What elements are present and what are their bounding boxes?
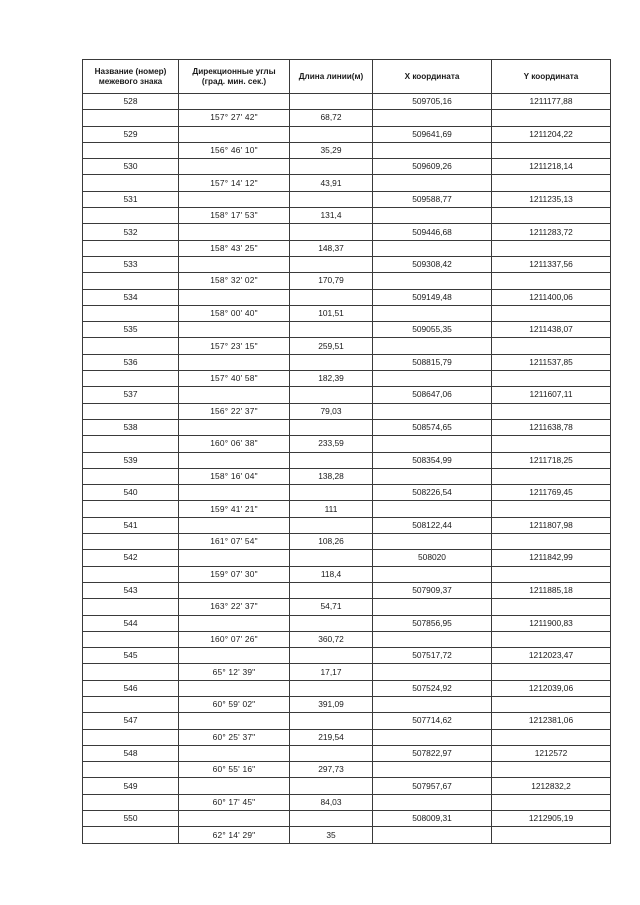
table-row <box>83 94 611 110</box>
y-coordinate-cell: 1211218,14 <box>492 159 611 175</box>
bearing-angle-cell: 60° 17' 45" <box>179 794 290 810</box>
table-row <box>83 501 611 517</box>
sign-number-cell: 540 <box>83 485 179 501</box>
y-coordinate-cell: 1212832,2 <box>492 778 611 794</box>
empty-cell <box>492 110 611 126</box>
y-coordinate-cell: 1211283,72 <box>492 224 611 240</box>
table-body <box>83 94 611 844</box>
empty-cell <box>179 354 290 370</box>
empty-cell <box>290 191 373 207</box>
empty-cell <box>492 468 611 484</box>
empty-cell <box>373 208 492 224</box>
empty-cell <box>373 371 492 387</box>
bearing-angle-cell: 60° 55' 16" <box>179 762 290 778</box>
sign-number-cell: 549 <box>83 778 179 794</box>
sign-number-cell: 531 <box>83 191 179 207</box>
table-row <box>83 289 611 305</box>
table-row <box>83 240 611 256</box>
empty-cell <box>373 305 492 321</box>
empty-cell <box>492 599 611 615</box>
sign-number-cell: 537 <box>83 387 179 403</box>
empty-cell <box>179 289 290 305</box>
y-coordinate-cell: 1211900,83 <box>492 615 611 631</box>
empty-cell <box>373 631 492 647</box>
empty-cell <box>83 142 179 158</box>
empty-cell <box>492 566 611 582</box>
line-length-cell: 108,26 <box>290 534 373 550</box>
empty-cell <box>83 794 179 810</box>
y-coordinate-cell: 1211807,98 <box>492 517 611 533</box>
empty-cell <box>373 729 492 745</box>
y-coordinate-cell: 1211337,56 <box>492 256 611 272</box>
bearing-angle-cell: 157° 40' 58" <box>179 371 290 387</box>
line-length-cell: 54,71 <box>290 599 373 615</box>
empty-cell <box>179 550 290 566</box>
empty-cell <box>492 436 611 452</box>
empty-cell <box>373 240 492 256</box>
table-row <box>83 436 611 452</box>
table-row <box>83 582 611 598</box>
table-row <box>83 696 611 712</box>
empty-cell <box>290 354 373 370</box>
y-coordinate-cell: 1211204,22 <box>492 126 611 142</box>
sign-number-cell: 532 <box>83 224 179 240</box>
line-length-cell: 360,72 <box>290 631 373 647</box>
empty-cell <box>179 713 290 729</box>
empty-cell <box>492 371 611 387</box>
x-coordinate-cell: 507856,95 <box>373 615 492 631</box>
empty-cell <box>492 762 611 778</box>
empty-cell <box>179 191 290 207</box>
sign-number-cell: 546 <box>83 680 179 696</box>
empty-cell <box>492 142 611 158</box>
empty-cell <box>290 582 373 598</box>
empty-cell <box>83 338 179 354</box>
empty-cell <box>492 534 611 550</box>
empty-cell <box>290 745 373 761</box>
y-coordinate-cell: 1212572 <box>492 745 611 761</box>
empty-cell <box>492 208 611 224</box>
table-row <box>83 599 611 615</box>
empty-cell <box>179 648 290 664</box>
empty-cell <box>290 419 373 435</box>
bearing-angle-cell: 158° 32' 02" <box>179 273 290 289</box>
line-length-cell: 233,59 <box>290 436 373 452</box>
sign-number-cell: 539 <box>83 452 179 468</box>
empty-cell <box>83 696 179 712</box>
empty-cell <box>492 696 611 712</box>
empty-cell <box>83 175 179 191</box>
empty-cell <box>290 224 373 240</box>
empty-cell <box>290 126 373 142</box>
table-row <box>83 175 611 191</box>
empty-cell <box>492 631 611 647</box>
y-coordinate-cell: 1212039,06 <box>492 680 611 696</box>
empty-cell <box>290 778 373 794</box>
empty-cell <box>492 827 611 843</box>
empty-cell <box>492 305 611 321</box>
empty-cell <box>373 664 492 680</box>
table-row <box>83 648 611 664</box>
line-length-cell: 35,29 <box>290 142 373 158</box>
empty-cell <box>83 664 179 680</box>
y-coordinate-cell: 1211177,88 <box>492 94 611 110</box>
line-length-cell: 170,79 <box>290 273 373 289</box>
empty-cell <box>179 159 290 175</box>
empty-cell <box>290 648 373 664</box>
line-length-cell: 35 <box>290 827 373 843</box>
table-row <box>83 322 611 338</box>
sign-number-cell: 548 <box>83 745 179 761</box>
table-row <box>83 305 611 321</box>
table-row <box>83 745 611 761</box>
y-coordinate-cell: 1211769,45 <box>492 485 611 501</box>
empty-cell <box>179 224 290 240</box>
empty-cell <box>373 599 492 615</box>
x-coordinate-cell: 508815,79 <box>373 354 492 370</box>
sign-number-cell: 544 <box>83 615 179 631</box>
sign-number-cell: 538 <box>83 419 179 435</box>
line-length-cell: 79,03 <box>290 403 373 419</box>
empty-cell <box>290 94 373 110</box>
table-row <box>83 354 611 370</box>
empty-cell <box>179 126 290 142</box>
y-coordinate-cell: 1211638,78 <box>492 419 611 435</box>
table-row <box>83 615 611 631</box>
bearing-angle-cell: 158° 00' 40" <box>179 305 290 321</box>
x-coordinate-cell: 509446,68 <box>373 224 492 240</box>
sign-number-cell: 547 <box>83 713 179 729</box>
empty-cell <box>373 696 492 712</box>
empty-cell <box>83 762 179 778</box>
sign-number-cell: 530 <box>83 159 179 175</box>
table-row <box>83 778 611 794</box>
empty-cell <box>290 485 373 501</box>
bearing-angle-cell: 65° 12' 39" <box>179 664 290 680</box>
bearing-angle-cell: 62° 14' 29" <box>179 827 290 843</box>
bearing-angle-cell: 159° 41' 21" <box>179 501 290 517</box>
header-line-length: Длина линии(м) <box>290 60 373 94</box>
table-row <box>83 419 611 435</box>
sign-number-cell: 542 <box>83 550 179 566</box>
table-row <box>83 762 611 778</box>
empty-cell <box>492 501 611 517</box>
x-coordinate-cell: 507517,72 <box>373 648 492 664</box>
empty-cell <box>179 485 290 501</box>
empty-cell <box>83 827 179 843</box>
empty-cell <box>179 517 290 533</box>
empty-cell <box>492 729 611 745</box>
line-length-cell: 68,72 <box>290 110 373 126</box>
line-length-cell: 111 <box>290 501 373 517</box>
x-coordinate-cell: 509705,16 <box>373 94 492 110</box>
bearing-angle-cell: 158° 17' 53" <box>179 208 290 224</box>
line-length-cell: 297,73 <box>290 762 373 778</box>
table-row <box>83 371 611 387</box>
table-row <box>83 208 611 224</box>
y-coordinate-cell: 1211235,13 <box>492 191 611 207</box>
y-coordinate-cell: 1211885,18 <box>492 582 611 598</box>
line-length-cell: 138,28 <box>290 468 373 484</box>
y-coordinate-cell: 1212381,06 <box>492 713 611 729</box>
table-row <box>83 534 611 550</box>
sign-number-cell: 529 <box>83 126 179 142</box>
x-coordinate-cell: 507822,97 <box>373 745 492 761</box>
x-coordinate-cell: 509055,35 <box>373 322 492 338</box>
bearing-angle-cell: 160° 06' 38" <box>179 436 290 452</box>
empty-cell <box>179 680 290 696</box>
table-row <box>83 126 611 142</box>
empty-cell <box>179 745 290 761</box>
empty-cell <box>179 811 290 827</box>
table-row <box>83 110 611 126</box>
empty-cell <box>492 240 611 256</box>
empty-cell <box>290 615 373 631</box>
bearing-angle-cell: 163° 22' 37" <box>179 599 290 615</box>
bearing-angle-cell: 159° 07' 30" <box>179 566 290 582</box>
table-row <box>83 273 611 289</box>
sign-number-cell: 543 <box>83 582 179 598</box>
empty-cell <box>492 273 611 289</box>
x-coordinate-cell: 507909,37 <box>373 582 492 598</box>
line-length-cell: 219,54 <box>290 729 373 745</box>
y-coordinate-cell: 1211400,06 <box>492 289 611 305</box>
line-length-cell: 148,37 <box>290 240 373 256</box>
x-coordinate-cell: 508647,06 <box>373 387 492 403</box>
table-row <box>83 387 611 403</box>
boundary-coordinates-table <box>82 59 611 844</box>
x-coordinate-cell: 507714,62 <box>373 713 492 729</box>
empty-cell <box>373 273 492 289</box>
empty-cell <box>373 142 492 158</box>
empty-cell <box>492 175 611 191</box>
empty-cell <box>83 436 179 452</box>
x-coordinate-cell: 508574,65 <box>373 419 492 435</box>
x-coordinate-cell: 509149,48 <box>373 289 492 305</box>
empty-cell <box>373 403 492 419</box>
bearing-angle-cell: 158° 16' 04" <box>179 468 290 484</box>
bearing-angle-cell: 157° 23' 15" <box>179 338 290 354</box>
x-coordinate-cell: 508122,44 <box>373 517 492 533</box>
y-coordinate-cell: 1211607,11 <box>492 387 611 403</box>
empty-cell <box>83 110 179 126</box>
header-y-coordinate: Y координата <box>492 60 611 94</box>
empty-cell <box>83 566 179 582</box>
x-coordinate-cell: 509308,42 <box>373 256 492 272</box>
empty-cell <box>83 240 179 256</box>
y-coordinate-cell: 1211718,25 <box>492 452 611 468</box>
bearing-angle-cell: 160° 07' 26" <box>179 631 290 647</box>
table-header-row <box>83 60 611 94</box>
empty-cell <box>373 762 492 778</box>
sign-number-cell: 541 <box>83 517 179 533</box>
table-row <box>83 338 611 354</box>
x-coordinate-cell: 508354,99 <box>373 452 492 468</box>
empty-cell <box>179 94 290 110</box>
sign-number-cell: 533 <box>83 256 179 272</box>
bearing-angle-cell: 156° 46' 10" <box>179 142 290 158</box>
empty-cell <box>179 387 290 403</box>
y-coordinate-cell: 1212905,19 <box>492 811 611 827</box>
empty-cell <box>179 419 290 435</box>
table-row <box>83 159 611 175</box>
x-coordinate-cell: 508020 <box>373 550 492 566</box>
sign-number-cell: 528 <box>83 94 179 110</box>
line-length-cell: 17,17 <box>290 664 373 680</box>
header-bearing-angle: Дирекционные углы (град. мин. сек.) <box>179 60 290 94</box>
empty-cell <box>373 436 492 452</box>
x-coordinate-cell: 508009,31 <box>373 811 492 827</box>
bearing-angle-cell: 157° 27' 42" <box>179 110 290 126</box>
line-length-cell: 118,4 <box>290 566 373 582</box>
empty-cell <box>179 582 290 598</box>
line-length-cell: 101,51 <box>290 305 373 321</box>
x-coordinate-cell: 507957,67 <box>373 778 492 794</box>
bearing-angle-cell: 60° 25' 37" <box>179 729 290 745</box>
empty-cell <box>83 273 179 289</box>
x-coordinate-cell: 509588,77 <box>373 191 492 207</box>
empty-cell <box>373 566 492 582</box>
line-length-cell: 43,91 <box>290 175 373 191</box>
table-row <box>83 811 611 827</box>
empty-cell <box>373 534 492 550</box>
bearing-angle-cell: 60° 59' 02" <box>179 696 290 712</box>
empty-cell <box>290 159 373 175</box>
empty-cell <box>83 371 179 387</box>
table-row <box>83 713 611 729</box>
sign-number-cell: 550 <box>83 811 179 827</box>
empty-cell <box>373 175 492 191</box>
empty-cell <box>492 338 611 354</box>
empty-cell <box>83 208 179 224</box>
bearing-angle-cell: 156° 22' 37" <box>179 403 290 419</box>
header-x-coordinate: X координата <box>373 60 492 94</box>
line-length-cell: 131,4 <box>290 208 373 224</box>
empty-cell <box>179 778 290 794</box>
table-row <box>83 403 611 419</box>
y-coordinate-cell: 1212023,47 <box>492 648 611 664</box>
empty-cell <box>83 468 179 484</box>
table-row <box>83 256 611 272</box>
y-coordinate-cell: 1211537,85 <box>492 354 611 370</box>
table-row <box>83 224 611 240</box>
empty-cell <box>290 452 373 468</box>
empty-cell <box>373 794 492 810</box>
table-row <box>83 485 611 501</box>
empty-cell <box>179 452 290 468</box>
sign-number-cell: 536 <box>83 354 179 370</box>
table-row <box>83 631 611 647</box>
table-row <box>83 827 611 843</box>
empty-cell <box>492 794 611 810</box>
line-length-cell: 84,03 <box>290 794 373 810</box>
sign-number-cell: 545 <box>83 648 179 664</box>
table-row <box>83 794 611 810</box>
empty-cell <box>290 387 373 403</box>
table-row <box>83 517 611 533</box>
table-row <box>83 729 611 745</box>
empty-cell <box>373 338 492 354</box>
line-length-cell: 391,09 <box>290 696 373 712</box>
table-row <box>83 191 611 207</box>
empty-cell <box>290 289 373 305</box>
y-coordinate-cell: 1211842,99 <box>492 550 611 566</box>
table-row <box>83 664 611 680</box>
sign-number-cell: 535 <box>83 322 179 338</box>
bearing-angle-cell: 157° 14' 12" <box>179 175 290 191</box>
empty-cell <box>83 599 179 615</box>
table-row <box>83 566 611 582</box>
empty-cell <box>492 403 611 419</box>
empty-cell <box>83 305 179 321</box>
empty-cell <box>83 534 179 550</box>
y-coordinate-cell: 1211438,07 <box>492 322 611 338</box>
header-sign-name: Название (номер) межевого знака <box>83 60 179 94</box>
x-coordinate-cell: 507524,92 <box>373 680 492 696</box>
empty-cell <box>290 680 373 696</box>
table-row <box>83 452 611 468</box>
table-row <box>83 142 611 158</box>
line-length-cell: 259,51 <box>290 338 373 354</box>
empty-cell <box>290 550 373 566</box>
sign-number-cell: 534 <box>83 289 179 305</box>
x-coordinate-cell: 509641,69 <box>373 126 492 142</box>
empty-cell <box>290 517 373 533</box>
bearing-angle-cell: 161° 07' 54" <box>179 534 290 550</box>
table-row <box>83 468 611 484</box>
empty-cell <box>290 322 373 338</box>
empty-cell <box>83 403 179 419</box>
empty-cell <box>179 322 290 338</box>
empty-cell <box>179 256 290 272</box>
line-length-cell: 182,39 <box>290 371 373 387</box>
x-coordinate-cell: 509609,26 <box>373 159 492 175</box>
empty-cell <box>290 713 373 729</box>
empty-cell <box>179 615 290 631</box>
table-row <box>83 680 611 696</box>
empty-cell <box>290 256 373 272</box>
coordinates-sheet <box>82 59 610 866</box>
empty-cell <box>373 501 492 517</box>
empty-cell <box>492 664 611 680</box>
x-coordinate-cell: 508226,54 <box>373 485 492 501</box>
empty-cell <box>373 827 492 843</box>
empty-cell <box>290 811 373 827</box>
empty-cell <box>83 501 179 517</box>
table-row <box>83 550 611 566</box>
empty-cell <box>83 631 179 647</box>
bearing-angle-cell: 158° 43' 25" <box>179 240 290 256</box>
empty-cell <box>83 729 179 745</box>
empty-cell <box>373 110 492 126</box>
empty-cell <box>373 468 492 484</box>
